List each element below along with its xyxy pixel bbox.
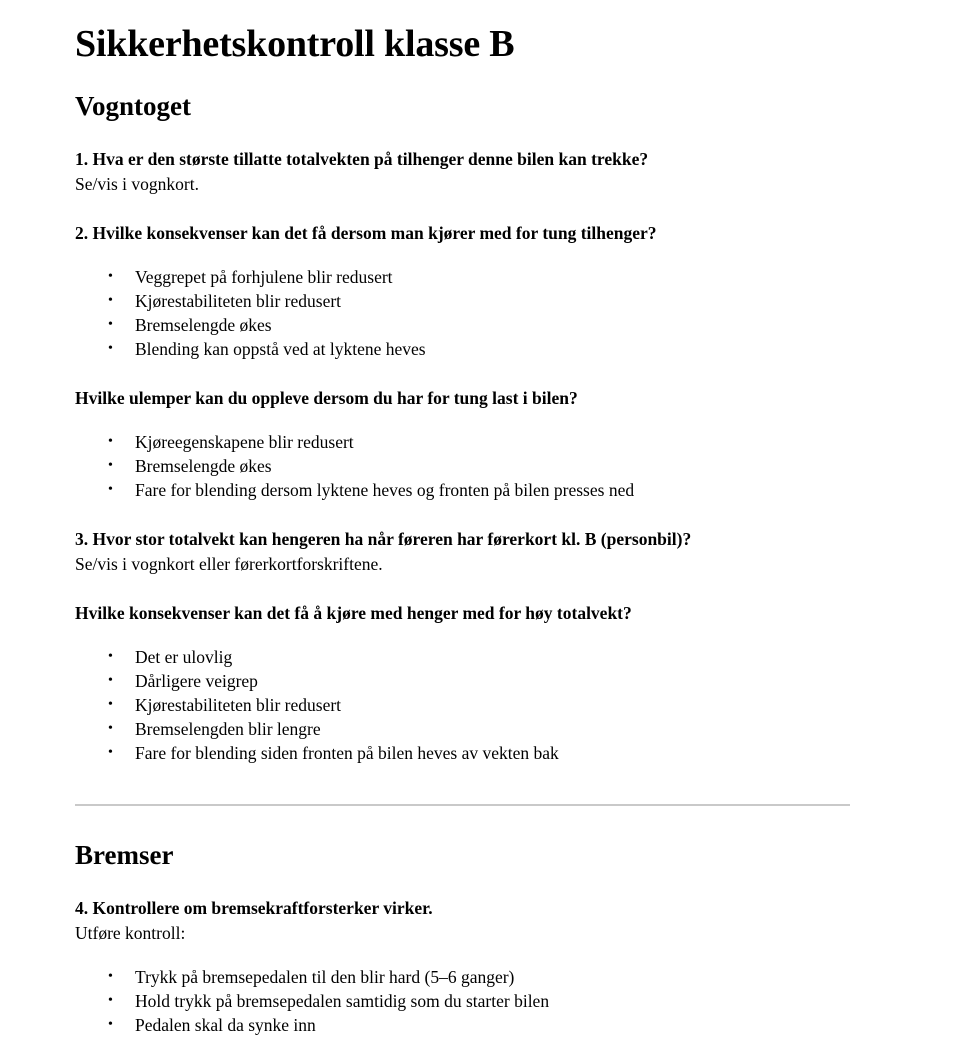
question-answer: Se/vis i vognkort eller førerkortforskriftene.	[75, 554, 383, 574]
bullet-list	[75, 410, 885, 502]
question-answer: Se/vis i vognkort.	[75, 174, 199, 194]
question-heading: 2. Hvilke konsekvenser kan det få dersom man kjører med for tung tilhenger?	[75, 223, 657, 243]
list-item: • Fare for blending dersom lyktene heves og fronten på bilen presses ned	[75, 478, 885, 502]
question-heading: 1. Hva er den største tillatte totalvekten på tilhenger denne bilen kan trekke?	[75, 149, 649, 169]
bullet-list	[75, 945, 885, 1037]
list-item: • Blending kan oppstå ved at lyktene heves	[75, 337, 885, 361]
list-item: • Bremselengde økes	[75, 454, 885, 478]
question-heading: Hvilke konsekvenser kan det få å kjøre med henger med for høy totalvekt?	[75, 603, 632, 623]
bullet-list	[75, 245, 885, 361]
section-heading-vogntoget: Vogntoget	[75, 91, 192, 121]
list-item: • Hold trykk på bremsepedalen samtidig som du starter bilen	[75, 989, 885, 1013]
page-title: Sikkerhetskontroll klasse B	[75, 23, 515, 65]
list-item: • Trykk på bremsepedalen til den blir hard (5–6 ganger)	[75, 965, 885, 989]
question-heading: 4. Kontrollere om bremsekraftforsterker virker.	[75, 898, 433, 918]
question-heading: Hvilke ulemper kan du oppleve dersom du har for tung last i bilen?	[75, 388, 578, 408]
question-answer: Utføre kontroll:	[75, 923, 186, 943]
list-item: • Kjørestabiliteten blir redusert	[75, 693, 885, 717]
list-item: • Pedalen skal da synke inn	[75, 1013, 885, 1037]
question-heading: 3. Hvor stor totalvekt kan hengeren ha når føreren har førerkort kl. B (personbil)?	[75, 529, 692, 549]
list-item: • Det er ulovlig	[75, 645, 885, 669]
list-item: • Fare for blending siden fronten på bilen heves av vekten bak	[75, 741, 885, 765]
list-item: • Bremselengden blir lengre	[75, 717, 885, 741]
list-item: • Kjørestabiliteten blir redusert	[75, 289, 885, 313]
list-item: • Veggrepet på forhjulene blir redusert	[75, 265, 885, 289]
list-item: • Dårligere veigrep	[75, 669, 885, 693]
list-item: • Kjøreegenskapene blir redusert	[75, 430, 885, 454]
list-item: • Bremselengde økes	[75, 313, 885, 337]
bullet-list	[75, 625, 885, 765]
document-content	[75, 0, 885, 1037]
section-heading-bremser: Bremser	[75, 840, 174, 870]
